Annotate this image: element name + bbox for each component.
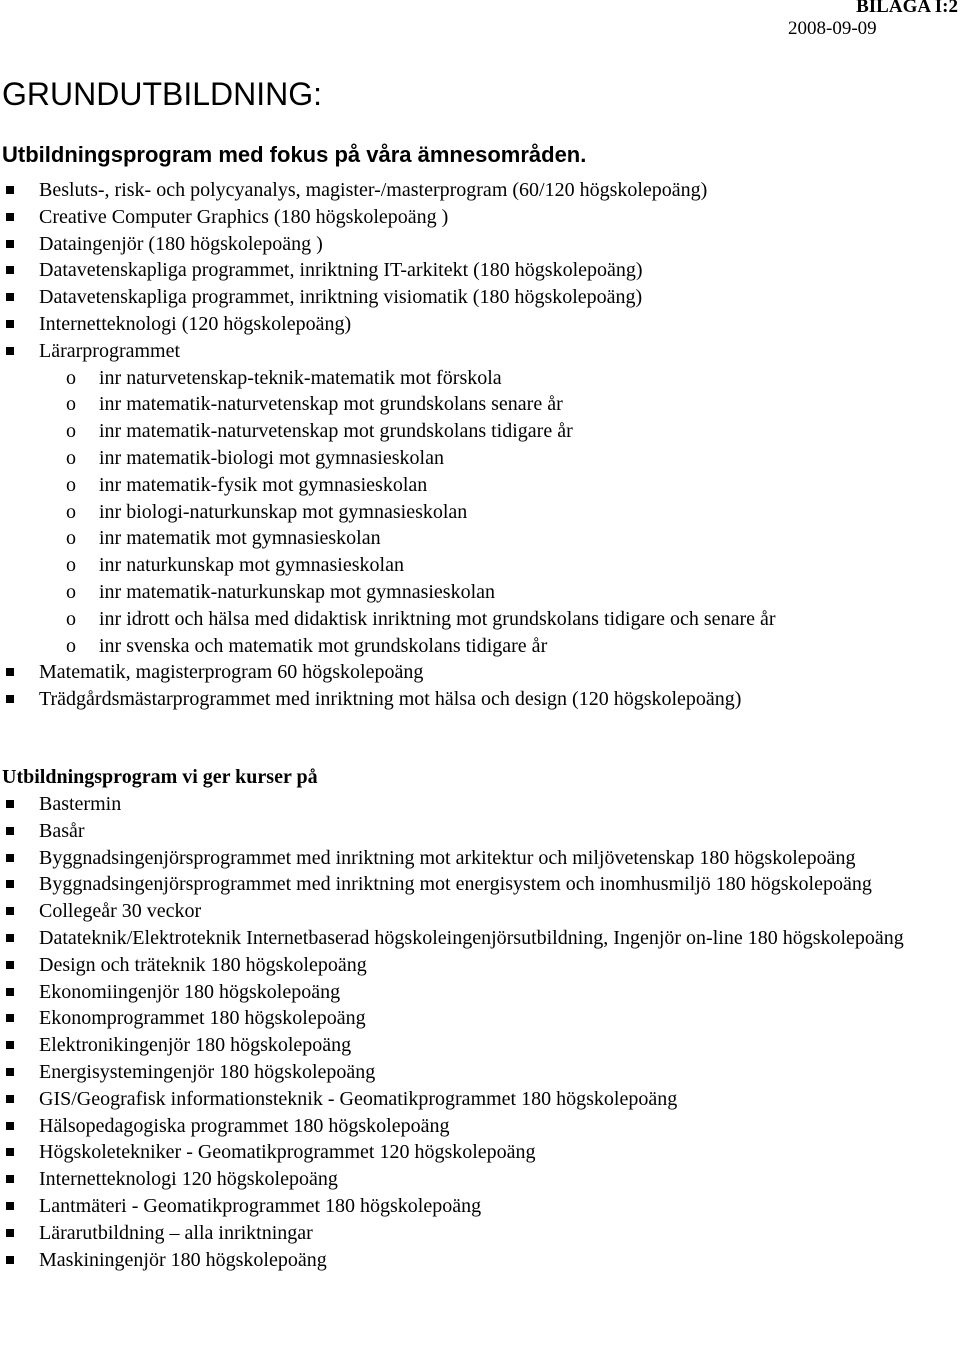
course-program-list (0, 791, 958, 1273)
list-item: Dataingenjör (180 högskolepoäng ) (0, 231, 958, 258)
sub-list-item: o inr naturkunskap mot gymnasieskolan (0, 552, 958, 579)
list-item: Lantmäteri - Geomatikprogrammet 180 högskolepoäng (0, 1193, 958, 1220)
sub-list-item: o inr matematik-naturkunskap mot gymnasieskolan (0, 579, 958, 606)
list-item: Datavetenskapliga programmet, inriktning visiomatik (180 högskolepoäng) (0, 284, 958, 311)
sub-list-item: o inr matematik mot gymnasieskolan (0, 525, 958, 552)
list-item: Högskoletekniker - Geomatikprogrammet 120 högskolepoäng (0, 1139, 958, 1166)
list-item: Internetteknologi 120 högskolepoäng (0, 1166, 958, 1193)
section-heading-focus-programs: Utbildningsprogram med fokus på våra ämnesområden. (2, 142, 587, 167)
list-item: Elektronikingenjör 180 högskolepoäng (0, 1032, 958, 1059)
sub-list-item: o inr svenska och matematik mot grundskolans tidigare år (0, 633, 958, 660)
sub-list-item: o inr idrott och hälsa med didaktisk inriktning mot grundskolans tidigare och senare år (0, 606, 958, 633)
list-item: Ekonomiingenjör 180 högskolepoäng (0, 979, 958, 1006)
sub-list-item: o inr biologi-naturkunskap mot gymnasieskolan (0, 499, 958, 526)
list-item: Bastermin (0, 791, 958, 818)
sub-list-item: o inr matematik-biologi mot gymnasieskolan (0, 445, 958, 472)
list-item: Ekonomprogrammet 180 högskolepoäng (0, 1005, 958, 1032)
list-item: Basår (0, 818, 958, 845)
section-heading-course-programs: Utbildningsprogram vi ger kurser på (2, 766, 318, 788)
list-item: Collegeår 30 veckor (0, 898, 958, 925)
list-item: Maskiningenjör 180 högskolepoäng (0, 1247, 958, 1274)
list-item: Besluts-, risk- och polycyanalys, magister-/masterprogram (60/120 högskolepoäng) (0, 177, 958, 204)
list-item: Design och träteknik 180 högskolepoäng (0, 952, 958, 979)
list-item: Byggnadsingenjörsprogrammet med inriktning mot energisystem och inomhusmiljö 180 högskolepoäng (0, 871, 958, 898)
list-item: Trädgårdsmästarprogrammet med inriktning mot hälsa och design (120 högskolepoäng) (0, 686, 958, 713)
list-item-teacher-program (0, 338, 958, 660)
list-item: Energisystemingenjör 180 högskolepoäng (0, 1059, 958, 1086)
annex-label: BILAGA I:2 (856, 0, 958, 17)
list-item: Internetteknologi (120 högskolepoäng) (0, 311, 958, 338)
list-item: Hälsopedagogiska programmet 180 högskolepoäng (0, 1113, 958, 1140)
list-item-label: Lärarprogrammet (39, 339, 181, 362)
list-item: Lärarutbildning – alla inriktningar (0, 1220, 958, 1247)
page-title: GRUNDUTBILDNING: (2, 76, 323, 112)
sub-list-item: o inr matematik-naturvetenskap mot grundskolans senare år (0, 391, 958, 418)
sub-list-item: o inr matematik-naturvetenskap mot grundskolans tidigare år (0, 418, 958, 445)
list-item: GIS/Geografisk informationsteknik - Geomatikprogrammet 180 högskolepoäng (0, 1086, 958, 1113)
list-item: Datavetenskapliga programmet, inriktning IT-arkitekt (180 högskolepoäng) (0, 257, 958, 284)
sub-list-item: o inr matematik-fysik mot gymnasieskolan (0, 472, 958, 499)
list-item: Byggnadsingenjörsprogrammet med inriktning mot arkitektur och miljövetenskap 180 högskolepoäng (0, 845, 958, 872)
teacher-orientation-list (39, 365, 958, 660)
document-date: 2008-09-09 (788, 18, 877, 39)
list-item: Matematik, magisterprogram 60 högskolepoäng (0, 659, 958, 686)
list-item: Creative Computer Graphics (180 högskolepoäng ) (0, 204, 958, 231)
focus-program-list (0, 177, 958, 713)
list-item: Datateknik/Elektroteknik Internetbaserad högskoleingenjörsutbildning, Ingenjör on-line 180 högskolepoäng (0, 925, 958, 952)
sub-list-item: o inr naturvetenskap-teknik-matematik mot förskola (0, 365, 958, 392)
